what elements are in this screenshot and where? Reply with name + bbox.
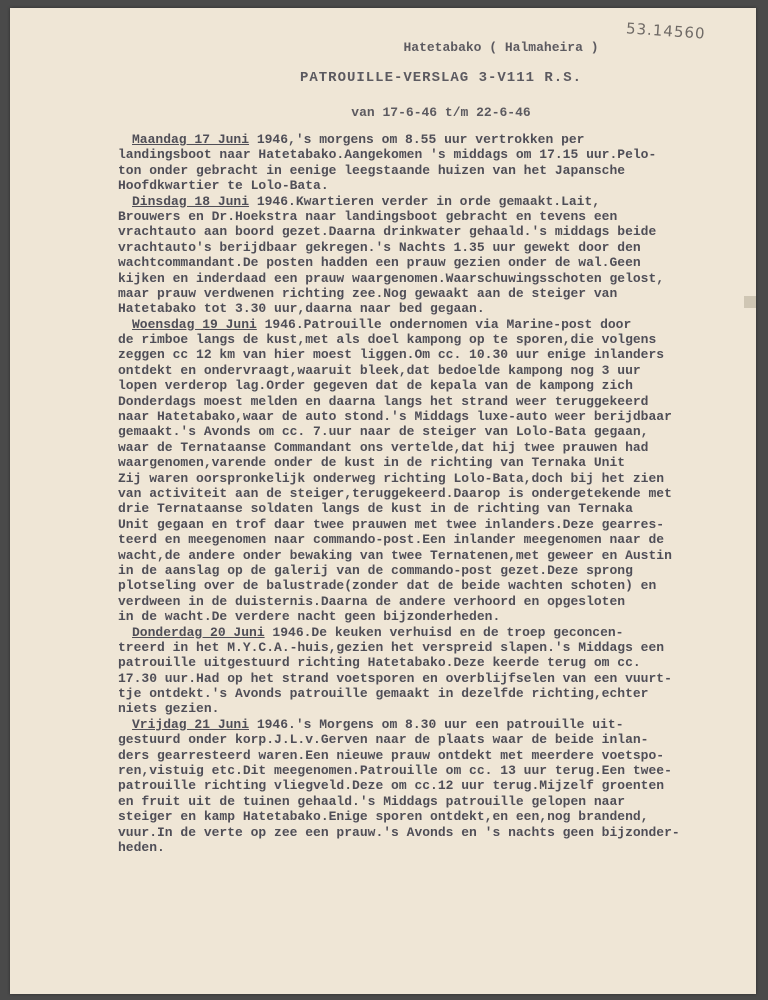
report-line (118, 840, 752, 855)
line-text: wachtcommandant.De posten hadden een prauw gezien onder de wal.Geen (118, 255, 641, 271)
line-text: in de wacht.De verdere nacht geen bijzonderheden. (118, 609, 501, 625)
report-line (118, 332, 752, 347)
line-text: Zij waren oorspronkelijk onderweg richting Lolo-Bata,doch bij het zien (118, 470, 665, 486)
entry-date: Maandag 17 Juni (132, 132, 250, 147)
line-text: wacht,de andere onder bewaking van twee Ternatenen,met geweer en Austin (118, 547, 672, 563)
report-line (118, 671, 752, 686)
report-line (118, 347, 752, 362)
report-line (132, 132, 752, 147)
line-text: maar prauw verdwenen richting zee.Nog gewaakt aan de steiger van (118, 285, 618, 301)
report-line (118, 271, 752, 286)
entry-date: Dinsdag 18 Juni (132, 193, 250, 209)
line-text: kijken en inderdaad een prauw waargenomen.Waarschuwingsschoten gelost, (118, 270, 665, 286)
report-line (118, 640, 752, 655)
report-line (118, 748, 752, 763)
line-text: waargenomen,varende onder de kust in de richting van Ternaka Unit (118, 455, 626, 471)
line-text: patrouille uitgestuurd richting Hatetabako.Deze keerde terug om cc. (118, 655, 641, 671)
report-line (118, 578, 752, 593)
report-line (118, 409, 752, 424)
line-text: drie Ternataanse soldaten langs de kust in de richting van Ternaka (118, 501, 633, 517)
report-line (132, 317, 752, 332)
line-text: Hatetabako tot 3.30 uur,daarna naar bed gegaan. (118, 301, 485, 317)
line-text: lopen verderop lag.Order gegeven dat de kepala van de kampong zich (118, 378, 633, 394)
report-line (118, 594, 752, 609)
report-period: van 17-6-46 t/m 22-6-46 (351, 105, 531, 120)
line-text: vuur.In de verte op zee een prauw.'s Avonds en 's nachts geen bijzonder- (118, 824, 680, 840)
report-line (118, 163, 752, 178)
report-line (118, 147, 752, 162)
line-text: gestuurd onder korp.J.L.v.Gerven naar de plaats waar de beide inlan- (118, 732, 649, 748)
report-body (118, 132, 752, 855)
line-text: patrouille richting vliegveld.Deze om cc.12 uur terug.Mijzelf groenten (118, 778, 665, 794)
line-text: landingsboot naar Hatetabako.Aangekomen 's middags om 17.15 uur.Pelo- (118, 147, 657, 163)
report-line (118, 286, 752, 301)
document-location: Hatetabako ( Halmaheira ) (403, 40, 599, 55)
line-text: verdween in de duisternis.Daarna de andere verhoord en opgesloten (118, 593, 626, 609)
line-text: in de aanslag op de galerij van de commando-post gezet.Deze sprong (118, 562, 633, 578)
line-text: 1946.Patrouille ondernomen via Marine-post door (256, 316, 632, 332)
line-text: ren,vistuig etc.Dit meegenomen.Patrouille om cc. 13 uur terug.Een twee- (118, 763, 672, 779)
report-line (118, 178, 752, 193)
report-line (118, 763, 752, 778)
line-text: 1946.'s Morgens om 8.30 uur een patrouille uit- (249, 716, 624, 732)
line-text: 1946.Kwartieren verder in orde gemaakt.Lait, (249, 193, 601, 209)
line-text: gemaakt.'s Avonds om cc. 7.uur naar de steiger van Lolo-Bata gegaan, (118, 424, 649, 440)
report-line (118, 563, 752, 578)
report-line (118, 471, 752, 486)
archive-number: 53.14560 (625, 19, 707, 43)
document-page (10, 8, 756, 994)
report-line (118, 455, 752, 470)
document-title: PATROUILLE-VERSLAG 3-V111 R.S. (299, 70, 583, 86)
line-text: Unit gegaan en trof daar twee prauwen met twee inlanders.Deze gearres- (118, 516, 665, 532)
line-text: zeggen cc 12 km van hier moest liggen.Om cc. 10.30 uur enige inlanders (118, 347, 665, 363)
line-text: treerd in het M.Y.C.A.-huis,gezien het verspreid slapen.'s Middags een (118, 639, 665, 655)
report-line (118, 532, 752, 547)
line-text: heden. (118, 839, 165, 855)
entry-date: Vrijdag 21 Juni (132, 716, 250, 732)
report-line (118, 609, 752, 624)
line-text: ders gearresteerd waren.Een nieuwe prauw ontdekt met meerdere voetspo- (118, 747, 665, 763)
line-text: vrachtauto's berijdbaar gekregen.'s Nachts 1.35 uur gewekt door den (118, 239, 641, 255)
report-line (118, 209, 752, 224)
line-text: ontdekt en ondervraagt,waaruit bleek,dat bedoelde kampong nog 3 uur (118, 362, 641, 378)
report-line (132, 717, 752, 732)
line-text: 1946,'s morgens om 8.55 uur vertrokken per (249, 132, 585, 147)
report-line (118, 548, 752, 563)
report-line (118, 224, 752, 239)
line-text: de rimboe langs de kust,met als doel kampong op te sporen,die volgens (118, 332, 657, 348)
report-line (118, 809, 752, 824)
report-line (118, 240, 752, 255)
report-line (132, 194, 752, 209)
report-line (118, 655, 752, 670)
line-text: Donderdags moest melden en daarna langs het strand weer teruggekeerd (118, 393, 649, 409)
entry-date: Woensdag 19 Juni (132, 316, 257, 332)
line-text: 17.30 uur.Had op het strand voetsporen en overblijfselen van een vuurt- (118, 670, 672, 686)
line-text: vrachtauto aan boord gezet.Daarna drinkwater gehaald.'s middags beide (118, 224, 657, 240)
line-text: naar Hatetabako,waar de auto stond.'s Middags luxe-auto weer berijdbaar (118, 409, 672, 425)
line-text: en fruit uit de tuinen gehaald.'s Middags patrouille gelopen naar (118, 793, 626, 809)
line-text: teerd en meegenomen naar commando-post.Een inlander meegenomen naar de (118, 532, 665, 548)
line-text: Hoofdkwartier te Lolo-Bata. (118, 178, 329, 194)
report-line (118, 794, 752, 809)
report-line (118, 394, 752, 409)
line-text: 1946.De keuken verhuisd en de troep geconcen- (264, 624, 624, 640)
report-line (118, 686, 752, 701)
report-line (118, 701, 752, 716)
report-line (118, 517, 752, 532)
report-line (118, 825, 752, 840)
report-line (118, 301, 752, 316)
line-text: Brouwers en Dr.Hoekstra naar landingsboot gebracht en tevens een (118, 208, 618, 224)
line-text: tje ontdekt.'s Avonds patrouille gemaakt in dezelfde richting,echter (118, 686, 649, 702)
report-line (118, 378, 752, 393)
line-text: waar de Ternataanse Commandant ons vertelde,dat hij twee prauwen had (118, 439, 649, 455)
line-text: ton onder gebracht in eenige leegstaande huizen van het Japansche (118, 162, 626, 178)
report-line (118, 501, 752, 516)
line-text: plotseling over de balustrade(zonder dat de beide wachten schoten) en (118, 578, 657, 594)
report-line (118, 440, 752, 455)
line-text: niets gezien. (118, 701, 220, 717)
entry-date: Donderdag 20 Juni (132, 624, 265, 640)
report-line (118, 255, 752, 270)
report-line (118, 732, 752, 747)
line-text: steiger en kamp Hatetabako.Enige sporen ontdekt,en een,nog brandend, (118, 809, 649, 825)
report-line (132, 625, 752, 640)
report-line (118, 778, 752, 793)
report-line (118, 363, 752, 378)
line-text: van activiteit aan de steiger,teruggekeerd.Daarop is ondergetekende met (118, 485, 672, 501)
report-line (118, 424, 752, 439)
report-line (118, 486, 752, 501)
